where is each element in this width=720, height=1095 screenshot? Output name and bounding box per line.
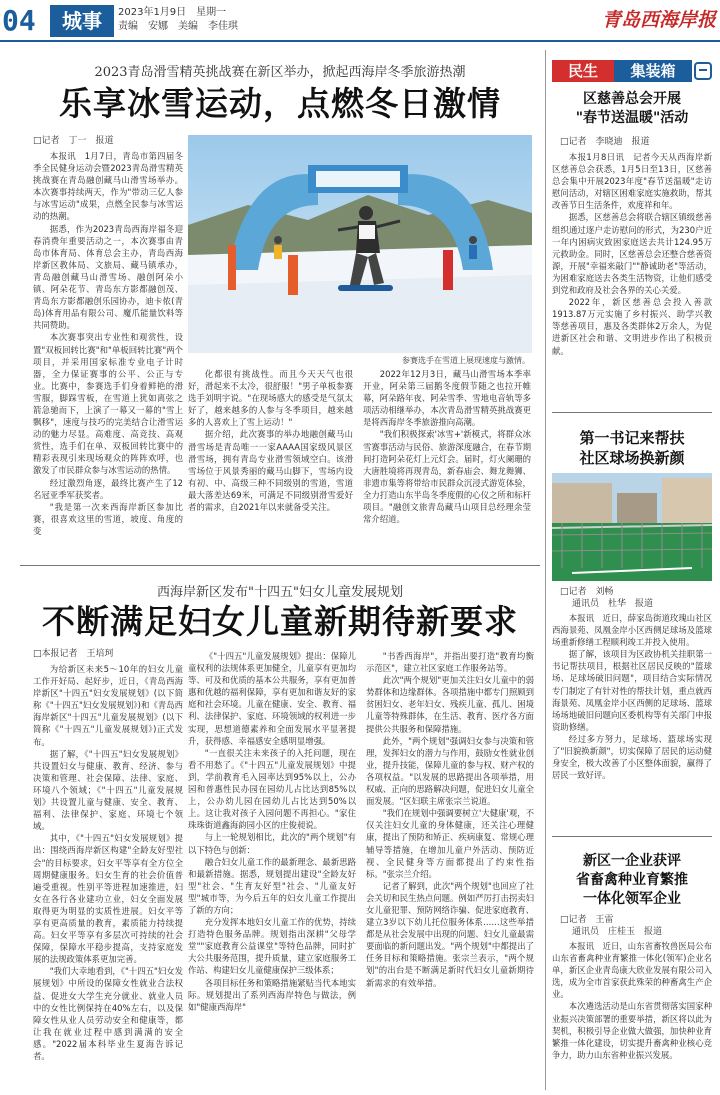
- sidebar-story2-headline: 第一书记来帮扶 社区球场换新颜: [579, 429, 685, 467]
- sidebar-divider-2: [552, 836, 712, 837]
- story1-byline: □记者 丁一 报道: [33, 136, 114, 146]
- section-label: 城事: [50, 5, 114, 37]
- story2-column-1: [33, 663, 183, 1088]
- paragraph: 据悉，区慈善总会将联合辖区镇级慈善组织通过逐户走访慰问的形式，为230户近一年内困病灾致困家庭送去共计124.95万元救助金。同时，区慈善总会还整合慈善资源，开展"幸福来敲门""静诚助老"等活动，为困难家庭送去各类生活物资，让他们感受到党和政府及社会各界的关心关爱。: [552, 212, 712, 296]
- issue-date: 2023年1月9日 星期一: [118, 7, 227, 18]
- sidebar-story3-headline: 新区一企业获评 省畜禽种业育繁推 一体化领军企业: [576, 853, 688, 907]
- sidebar-banner: [552, 60, 712, 82]
- paragraph: 本报讯 1月7日，青岛市第四届冬季全民健身运动会暨2023青岛滑雪精英挑战赛在青岛融创藏马山滑雪场举办。本次赛事持续两天，作为"带动三亿人参与冰雪运动"成果，点燃全民参与冰雪运动的热潮。: [33, 151, 183, 222]
- paragraph: 本次遴选活动是山东省贯彻落实国家种业振兴决策部署的重要举措，新区将以此为契机，积极引导企业做大做强，加快种业育繁推一体化建设，切实提升畜禽种业核心竞争力，助力山东省种业振兴发展。: [552, 1001, 712, 1060]
- page-header: [0, 0, 720, 40]
- story1-column-1: [33, 150, 183, 558]
- paragraph: 本报讯 近日，山东省畜牧兽医局公布山东省畜禽种业育繁推一体化(领军)企业名单，新区企业青岛康大欣业发展有限公司入选，成为全市首家获此殊荣的种畜禽生产企业。: [552, 941, 712, 1000]
- sidebar-story1-byline: □记者 李晓迪 报道: [560, 137, 650, 147]
- newspaper-logo: 青岛西海岸报: [601, 9, 716, 31]
- issue-info: [118, 6, 238, 34]
- paragraph: 为给新区未来5～10年的妇女儿童工作开好局、起好步，近日，《青岛西海岸新区"十四五"妇女发展规划》(以下简称《"十四五"妇女发展规划》)和《青岛西海岸新区"十四五"儿童发展规划》(以下简称《"十四五"儿童发展规划》)正式发布。: [33, 664, 183, 747]
- paragraph: "一直很关注未来孩子的入托问题，现在看不用愁了。《"十四五"儿童发展规划》中提到，学前教育毛入园率达到95%以上，公办园和普惠性民办园在园幼儿占比达到85%以上，公办幼儿园在园幼儿占比达到50%以上。这让我对孩子入园问题不再担心。"家住珠珠街道鑫海韵园小区的庄俊昶说。: [188, 747, 356, 831]
- sidebar-divider-1: [552, 412, 712, 413]
- paragraph: 《"十四五"儿童发展规划》提出：保障儿童权利的法规体系更加健全，儿童享有更加均等、可及和优质的基本公共服务，享有更加普惠和优越的福利保障，享有更加和谐友好的家庭和社会环境。儿童在健康、安全、教育、福利、法律保护、家庭、环境领域的权利进一步实现，思想道德素养和全面发展水平显著提升，获得感、幸福感安全感明显增强。: [188, 651, 356, 746]
- paragraph: 化都很有挑战性。而且今天天气也很好，滑起来不太冷，很舒服！"男子单板参赛选手刘明宇说。"在现场感大的感受是气氛太好了，越来越多的人参与冬季项目，越来越多的人喜欢上了雪上运动！": [188, 369, 353, 428]
- paragraph: 充分发挥本地妇女儿童工作的优势，持续打造特色服务品牌。规划指出深耕"父母学堂""家庭教育公益课堂"等特色品牌，同时扩大公共服务范围，提升质量，建立家庭服务工作站、构建妇女儿童健康保护三级体系；: [188, 917, 356, 976]
- paragraph: 各项目标任务和策略措施紧贴当代本地实际。规划提出了系列西海岸特色与做法，例如"健康西海岸": [188, 977, 356, 1012]
- paragraph: 此次"两个规划"更加关注妇女儿童中的弱势群体和边缘群体。各项措施中都专门照顾到贫困妇女、老年妇女、残疾儿童、孤儿、困境儿童等特殊群体，在生活、教育、医疗各方面提供公共服务和保障措施。: [366, 675, 534, 734]
- paragraph: 据了解，该项目为区政协机关挂职第一书记帮扶项目，根据社区居民反映的"篮球场、足球场破旧问题"，项目结合实际情况专门制定了有针对性的帮扶计划，重点就西海景苑、凤凰金岸小区西侧的足球场、篮球场场地破旧问题向区委机构等有关部门申报资助修缮。: [552, 649, 712, 732]
- story2-byline: □本报记者 王培珂: [33, 649, 114, 659]
- paragraph: 2022年12月3日，藏马山滑雪场本季率开业，阿朵第三届鹅冬度假节随之也拉开帷幕，阿朵路年夜、阿朵雪季、雪地电音轨等多项活动相继举办，本次青岛滑雪精英挑战赛更是将西海岸冬季旅游推向高潮。: [363, 369, 531, 428]
- paragraph: 记者了解到，此次"两个规划"也回应了社会关切和民生热点问题。例如严厉打击拐卖妇女儿童犯罪、预防网络诈骗、促进家庭教育、建立3岁以下幼儿托位服务体系……这些举措都是从社会发展中出现的问题、妇女儿童最需要面临的新问题出发。"两个规划"中都提出了任务目标和策略措施。张宗兰表示，"两个规划"的出台是不断满足新时代妇女儿童新期待新需求的有效举措。: [366, 880, 534, 988]
- sidebar-story3-byline-2: 通讯员 庄桂玉 报道: [572, 927, 663, 937]
- sidebar-story3-byline-1: □记者 王雷: [560, 915, 614, 925]
- story2-kicker: 西海岸新区发布"十四五"妇女儿童发展规划: [157, 585, 403, 600]
- paragraph: "书香西海岸"，并指出要打造"教育均衡示范区"，建立社区家庭工作服务站等。: [366, 651, 534, 674]
- paragraph: 据悉，作为2023青岛西海岸福冬迎春消费年重要活动之一，本次赛事由青岛市体育局、体育总会主办，青岛西海岸新区教体局、文旅局、藏马镇承办，青岛融创藏马山滑雪场、融创阿朵小镇、阿朵花节、青岛东方影都融创茂、青岛东方影都融创乐园协办，迪卡侬(青岛)体育用品有限公司、魔爪能量饮料等共同赞助。: [33, 223, 183, 331]
- story-divider: [20, 565, 540, 566]
- paragraph: 经过激烈角逐，最终比赛产生了12名冠亚季军获奖者。: [33, 477, 183, 500]
- sports-field-illustration: [552, 473, 712, 581]
- sidebar-story3-body: [552, 940, 712, 1090]
- paragraph: 本次赛事突出专业性和观赏性，设置"双板回转比赛"和"单板回转比赛"两个项目，并采用国家标准专业电子计时器，全力保证赛事的公平、公正与专业。比赛中，参赛选手们身着鲜艳的滑雪服，脚踩雪板，在雪道上犹如离弦之箭急驰而下，上演了一幕又一幕的"雪上飘移"，速度与技巧的完美结合让滑雪运动的魅力尽显。高难度、高竞技、高观赏性，选手们在单、双板回转比赛中的精彩表现引来现场观众的阵阵欢呼，也激发了市民群众参与冰雪运动的热情。: [33, 332, 183, 476]
- ski-photo-illustration: [188, 135, 532, 353]
- story1-photo-caption: 参赛选手在雪道上展现速度与激情。: [402, 356, 530, 365]
- paragraph: 与上一轮规划相比，此次的"两个规划"有以下特色与创新：: [188, 832, 356, 855]
- paragraph: 经过多方努力，足球场、篮球场实现了"旧貌换新颜"，切实保障了居民的运动健身安全，极大改善了小区整体面貌，赢得了居民一致好评。: [552, 733, 712, 781]
- story1-headline: 乐享冰雪运动，点燃冬日激情: [59, 84, 501, 123]
- sidebar-story1-body: [552, 151, 712, 401]
- page-number: 04: [2, 4, 36, 37]
- editor-credits: 责编 安娜 美编 李佳琪: [118, 21, 238, 32]
- paragraph: 据介绍，此次赛事的举办地融创藏马山滑雪场是青岛唯一一家AAAA国家级风景区滑雪场，拥有青岛专业滑雪领域空白。该滑雪场位于风景秀丽的藏马山脚下，雪场内设有初、中、高级三种不同级别的雪道，雪道最大落差达69米，可满足不同级别滑雪爱好者的需求，自2021年以来就备受关注。: [188, 429, 353, 513]
- sports-field-photo: [552, 473, 712, 581]
- story1-column-2: [188, 368, 353, 558]
- story2-column-2: [188, 650, 356, 1088]
- paragraph: 2022年，新区慈善总会投入善款1913.87万元实施了乡村振兴、助学兴教等慈善项目，惠及各类群体2万余人，为促进新区社会和谐、文明进步作出了积极贡献。: [552, 297, 712, 356]
- paragraph: "我是第一次来西海岸新区参加比赛，很喜欢这里的雪道，坡度、角度的变: [33, 501, 183, 536]
- box-icon: [694, 62, 712, 80]
- paragraph: "我们积极探索'冰雪+'新模式，将群众冰雪赛事活动与民俗、旅游深度融合，在春节期间打造阿朵花灯上元灯会。届时，灯火阑珊的大唐胜境将再现青岛，新春庙会、舞龙舞狮、非遗市集等将带给市民群众沉浸式游览体验，全力打造山东半岛冬季度假的心仪之所和标杆项目。"融创文旅青岛藏马山项目总经理余莹常介绍道。: [363, 429, 531, 525]
- paragraph: 本报讯 近日，薛家岛街道玫瑰山社区西海景苑、凤凰金岸小区西侧足球场及篮球场重新修缮工程顺利竣工并投入使用。: [552, 613, 712, 648]
- story2-headline: 不断满足妇女儿童新期待新要求: [42, 602, 518, 641]
- paragraph: "我们大幸地看到，《"十四五"妇女发展规划》中所设的保障女性就业合法权益、促进女大学生充分就业、就业人员中的女性比例保持在40%左右，以及保障女性从业人员劳动安全和健康等，都让我在就业过程中感到满满的安全感。"2022届本科毕业生夏海告诉记者。: [33, 966, 183, 1061]
- story2-column-3: [366, 650, 534, 1088]
- story1-kicker: 2023青岛滑雪精英挑战赛在新区举办，掀起西海岸冬季旅游热潮: [94, 65, 466, 80]
- paragraph: 此外，"两个规划"强调妇女参与决策和管理，发挥妇女的潜力与作用，鼓励女性就业创业，提升技能，保障儿童的参与权、财产权的各项权益。"以发展的思路提出各项举措，用权威、正向的思路解决问题，促进妇女儿童全面发展。"区妇联主席张宗兰说道。: [366, 735, 534, 807]
- paragraph: 融合妇女儿童工作的最新理念、最新思路和最新措施。据悉，规划提出建设"全龄友好型"社会、"生育友好型"社会、"儿童友好型"城市等，为今后五年的妇女儿童工作提出了新的方向；: [188, 856, 356, 915]
- sidebar-divider: [545, 50, 546, 1090]
- sidebar-story2-byline-2: 通讯员 杜华 报道: [572, 599, 654, 609]
- sidebar-story2-body: [552, 612, 712, 832]
- paragraph: "我们在规划中强调要树立'大健康'观，不仅关注妇女儿童的身体健康，还关注心理健康，提出了预防和矫正、疾病康复、常规心理辅导等措施，在增加儿童户外活动、预防近视、全民健身等方面都提出了约束性指标。"张宗兰介绍。: [366, 808, 534, 879]
- sidebar-story1-headline: 区慈善总会开展 "春节送温暖"活动: [575, 91, 689, 126]
- paragraph: 其中，《"十四五"妇女发展规划》提出：围绕西海岸新区构建"全龄友好型社会"的目标要求，妇女平等享有全方位全周期健康服务。妇女生育的社会价值普遍受重视。性别平等进程加速推进，妇女在各行各业建功立业，妇女全面发展取得更为明显的实质性进展。妇女平等享有更高质量的教育，素质能力持续提高。妇女平等享有多层次可持续的社会保障，保障水平稳步提高，支持家庭发展的法规政策体系更加完善。: [33, 833, 183, 965]
- ski-photo: [188, 135, 532, 353]
- paragraph: 据了解，《"十四五"妇女发展规划》共设置妇女与健康、教育、经济、参与决策和管理、社会保障、法律、家庭、环境八个领域；《"十四五"儿童发展规划》共设置儿童与健康、安全、教育、福利、法律保护、家庭、环境七个领域。: [33, 748, 183, 832]
- paragraph: 本报1月8日讯 记者今天从西海岸新区慈善总会获悉，1月5日至13日，区慈善总会集中开展2023年度"春节送温暖"走访慰问活动，对辖区困难家庭实施救助，帮其改善节日生活条件，欢度祥和年。: [552, 152, 712, 211]
- story1-column-3: [363, 368, 531, 558]
- header-divider: [0, 40, 720, 42]
- banner-left: 民生: [552, 60, 614, 82]
- banner-right: 集装箱: [614, 60, 692, 82]
- sidebar-story2-byline-1: □记者 刘畅: [560, 587, 614, 597]
